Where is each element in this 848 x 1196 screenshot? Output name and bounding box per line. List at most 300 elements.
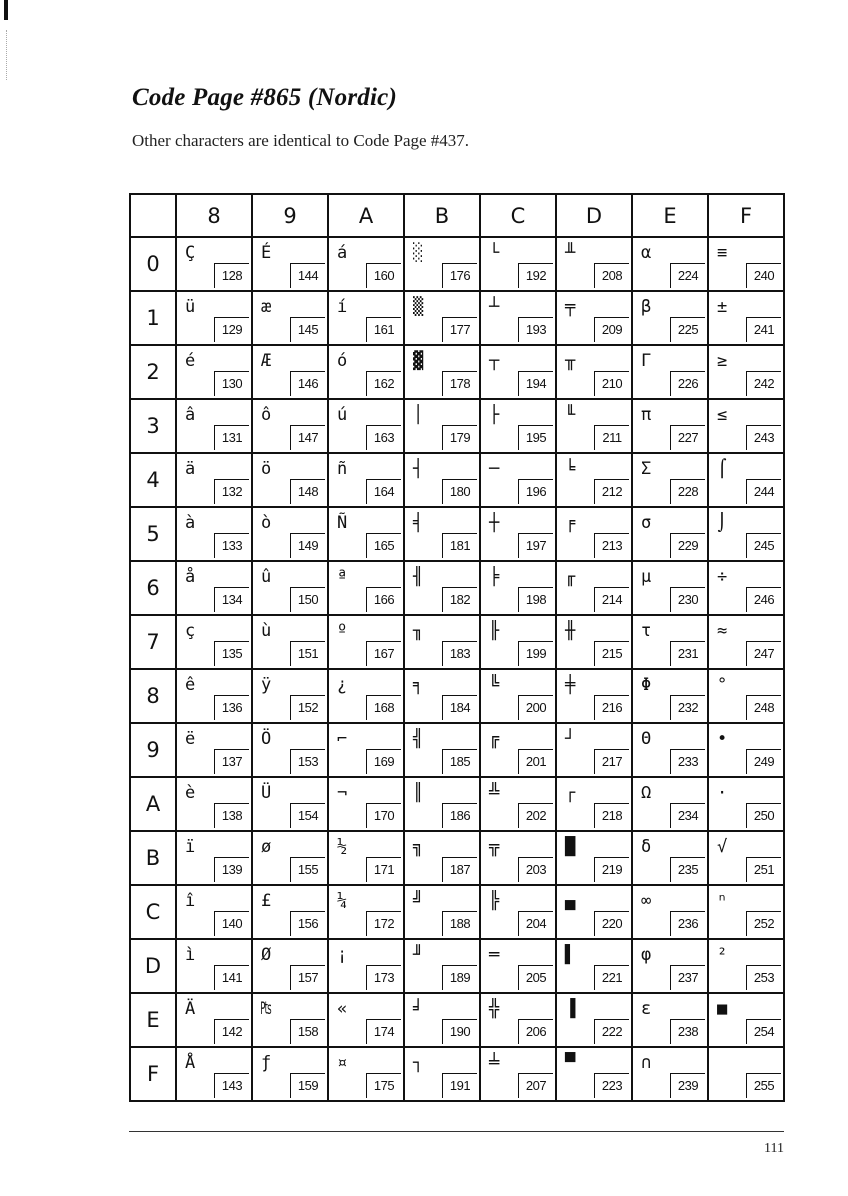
- row-header: 9: [130, 723, 176, 777]
- char-code-box: 146: [290, 371, 325, 396]
- char-code-box: 130: [214, 371, 249, 396]
- char-code-box: 231: [670, 641, 705, 666]
- char-code-box: 235: [670, 857, 705, 882]
- row-header: 7: [130, 615, 176, 669]
- char-code-box: 183: [442, 641, 477, 666]
- char-glyph: ε: [641, 999, 652, 1019]
- row-header: A: [130, 777, 176, 831]
- char-cell: [708, 831, 784, 885]
- char-code-box: 149: [290, 533, 325, 558]
- column-header: A: [328, 194, 404, 237]
- char-code-box: 156: [290, 911, 325, 936]
- table-row: [130, 939, 784, 993]
- char-cell: [556, 453, 632, 507]
- char-cell: [480, 345, 556, 399]
- char-code-box: 207: [518, 1073, 553, 1098]
- char-code-box: 163: [366, 425, 401, 450]
- char-glyph: ∞: [641, 891, 652, 911]
- char-code-box: 212: [594, 479, 629, 504]
- char-cell: [632, 561, 708, 615]
- char-cell: [556, 831, 632, 885]
- char-glyph: µ: [641, 567, 652, 587]
- table-row: [130, 723, 784, 777]
- char-cell: [556, 291, 632, 345]
- table-row: [130, 507, 784, 561]
- char-glyph: ╦: [489, 837, 500, 857]
- table-row: [130, 345, 784, 399]
- char-glyph: è: [185, 783, 196, 803]
- char-code-box: 161: [366, 317, 401, 342]
- char-cell: [404, 993, 480, 1047]
- char-code-box: 132: [214, 479, 249, 504]
- char-code-box: 147: [290, 425, 325, 450]
- char-cell: [176, 777, 252, 831]
- char-cell: [556, 669, 632, 723]
- row-header: C: [130, 885, 176, 939]
- char-code-box: 228: [670, 479, 705, 504]
- char-glyph: ≈: [717, 621, 728, 641]
- char-glyph: ╩: [489, 783, 500, 803]
- char-glyph: ╖: [413, 621, 424, 641]
- char-glyph: ┐: [413, 1053, 424, 1073]
- char-glyph: é: [185, 351, 196, 371]
- char-cell: [556, 1047, 632, 1101]
- char-glyph: ├: [489, 405, 500, 425]
- char-cell: [632, 345, 708, 399]
- char-cell: [556, 777, 632, 831]
- char-cell: [328, 1047, 404, 1101]
- row-header: 1: [130, 291, 176, 345]
- char-cell: [632, 453, 708, 507]
- char-glyph: δ: [641, 837, 652, 857]
- row-header: 8: [130, 669, 176, 723]
- char-code-box: 232: [670, 695, 705, 720]
- char-cell: [328, 993, 404, 1047]
- char-glyph: ú: [337, 405, 348, 425]
- char-code-box: 178: [442, 371, 477, 396]
- char-cell: [404, 723, 480, 777]
- char-glyph: █: [565, 837, 576, 857]
- column-header: B: [404, 194, 480, 237]
- char-glyph: ¡: [337, 945, 348, 965]
- char-cell: [252, 237, 328, 291]
- char-code-box: 172: [366, 911, 401, 936]
- char-code-box: 213: [594, 533, 629, 558]
- char-glyph: ∩: [641, 1053, 652, 1073]
- char-glyph: ╡: [413, 513, 424, 533]
- scan-artifact: [6, 30, 15, 80]
- char-code-box: 198: [518, 587, 553, 612]
- char-cell: [708, 777, 784, 831]
- char-code-box: 220: [594, 911, 629, 936]
- row-header: B: [130, 831, 176, 885]
- char-code-box: 240: [746, 263, 781, 288]
- char-cell: [252, 669, 328, 723]
- column-header: D: [556, 194, 632, 237]
- char-cell: [252, 777, 328, 831]
- char-cell: [556, 723, 632, 777]
- char-cell: [556, 615, 632, 669]
- char-glyph: æ: [261, 297, 272, 317]
- char-cell: [404, 291, 480, 345]
- char-code-box: 151: [290, 641, 325, 666]
- char-code-box: 205: [518, 965, 553, 990]
- char-code-box: 190: [442, 1019, 477, 1044]
- char-cell: [480, 453, 556, 507]
- char-code-box: 237: [670, 965, 705, 990]
- char-code-box: 225: [670, 317, 705, 342]
- char-cell: [480, 669, 556, 723]
- char-glyph: ì: [185, 945, 196, 965]
- char-glyph: ½: [337, 837, 348, 857]
- char-cell: [556, 939, 632, 993]
- char-glyph: Φ: [641, 675, 652, 695]
- char-cell: [252, 615, 328, 669]
- char-glyph: ╜: [413, 945, 424, 965]
- char-cell: [632, 777, 708, 831]
- char-cell: [176, 237, 252, 291]
- char-glyph: Ç: [185, 243, 196, 263]
- page-edge-mark: [4, 0, 8, 20]
- char-glyph: ╥: [565, 351, 576, 371]
- char-cell: [328, 291, 404, 345]
- char-cell: [404, 885, 480, 939]
- char-cell: [480, 993, 556, 1047]
- char-code-box: 173: [366, 965, 401, 990]
- char-cell: [708, 399, 784, 453]
- table-row: [130, 291, 784, 345]
- char-cell: [328, 615, 404, 669]
- row-header: 5: [130, 507, 176, 561]
- char-cell: [556, 345, 632, 399]
- char-cell: [252, 831, 328, 885]
- char-code-box: 184: [442, 695, 477, 720]
- char-cell: [328, 939, 404, 993]
- table-row: [130, 453, 784, 507]
- char-glyph: ¬: [337, 783, 348, 803]
- column-header: 9: [252, 194, 328, 237]
- table-body: [130, 237, 784, 1101]
- char-code-box: 216: [594, 695, 629, 720]
- char-cell: [708, 561, 784, 615]
- char-code-box: 221: [594, 965, 629, 990]
- char-glyph: ¤: [337, 1053, 348, 1073]
- char-code-box: 195: [518, 425, 553, 450]
- char-glyph: ┘: [565, 729, 576, 749]
- char-glyph: ₧: [261, 999, 272, 1019]
- char-glyph: τ: [641, 621, 652, 641]
- column-header-row: [130, 194, 784, 237]
- char-glyph: ╢: [413, 567, 424, 587]
- char-glyph: ╨: [565, 243, 576, 263]
- char-cell: [328, 399, 404, 453]
- char-code-box: 129: [214, 317, 249, 342]
- char-glyph: ╙: [565, 405, 576, 425]
- char-code-box: 162: [366, 371, 401, 396]
- char-glyph: Σ: [641, 459, 652, 479]
- char-glyph: ƒ: [261, 1053, 272, 1073]
- column-header: F: [708, 194, 784, 237]
- char-code-box: 209: [594, 317, 629, 342]
- char-code-box: 230: [670, 587, 705, 612]
- char-glyph: ª: [337, 567, 348, 587]
- char-glyph: ┴: [489, 297, 500, 317]
- char-glyph: ║: [413, 783, 424, 803]
- char-cell: [176, 507, 252, 561]
- char-glyph: Γ: [641, 351, 652, 371]
- char-cell: [252, 453, 328, 507]
- char-code-box: 154: [290, 803, 325, 828]
- char-code-box: 177: [442, 317, 477, 342]
- char-glyph: ñ: [337, 459, 348, 479]
- char-glyph: ù: [261, 621, 272, 641]
- char-glyph: ╧: [489, 1053, 500, 1073]
- char-cell: [404, 1047, 480, 1101]
- char-glyph: ╤: [565, 297, 576, 317]
- page-number: 111: [764, 1141, 784, 1156]
- char-glyph: ▀: [565, 1053, 576, 1073]
- char-glyph: ╪: [565, 675, 576, 695]
- char-cell: [404, 561, 480, 615]
- char-code-box: 236: [670, 911, 705, 936]
- char-code-box: 223: [594, 1073, 629, 1098]
- char-glyph: ⌐: [337, 729, 348, 749]
- char-glyph: Å: [185, 1053, 196, 1073]
- char-glyph: ▌: [565, 945, 576, 965]
- char-cell: [708, 345, 784, 399]
- char-cell: [404, 345, 480, 399]
- char-glyph: π: [641, 405, 652, 425]
- char-cell: [556, 237, 632, 291]
- char-code-box: 199: [518, 641, 553, 666]
- char-cell: [176, 723, 252, 777]
- char-cell: [556, 993, 632, 1047]
- char-code-box: 170: [366, 803, 401, 828]
- char-code-box: 168: [366, 695, 401, 720]
- char-cell: [176, 669, 252, 723]
- char-glyph: ±: [717, 297, 728, 317]
- char-glyph: ┌: [565, 783, 576, 803]
- char-code-box: 144: [290, 263, 325, 288]
- row-header: 0: [130, 237, 176, 291]
- char-cell: [708, 507, 784, 561]
- char-cell: [632, 237, 708, 291]
- row-header: E: [130, 993, 176, 1047]
- char-code-box: 180: [442, 479, 477, 504]
- char-code-box: 153: [290, 749, 325, 774]
- char-cell: [480, 831, 556, 885]
- char-cell: [480, 237, 556, 291]
- char-glyph: á: [337, 243, 348, 263]
- char-cell: [252, 723, 328, 777]
- char-cell: [480, 939, 556, 993]
- table-row: [130, 669, 784, 723]
- char-cell: [328, 453, 404, 507]
- char-cell: [632, 1047, 708, 1101]
- char-glyph: Ñ: [337, 513, 348, 533]
- char-glyph: •: [717, 729, 728, 749]
- table-corner: [130, 194, 176, 237]
- char-code-box: 253: [746, 965, 781, 990]
- char-code-box: 193: [518, 317, 553, 342]
- char-code-box: 143: [214, 1073, 249, 1098]
- char-cell: [176, 615, 252, 669]
- char-code-box: 244: [746, 479, 781, 504]
- char-code-box: 142: [214, 1019, 249, 1044]
- char-code-box: 229: [670, 533, 705, 558]
- char-code-box: 128: [214, 263, 249, 288]
- char-cell: [252, 507, 328, 561]
- char-code-box: 250: [746, 803, 781, 828]
- char-glyph: Θ: [641, 729, 652, 749]
- char-glyph: â: [185, 405, 196, 425]
- table-row: [130, 993, 784, 1047]
- char-code-box: 174: [366, 1019, 401, 1044]
- char-cell: [708, 453, 784, 507]
- char-cell: [632, 669, 708, 723]
- char-glyph: ó: [337, 351, 348, 371]
- char-glyph: √: [717, 837, 728, 857]
- char-code-box: 192: [518, 263, 553, 288]
- char-cell: [632, 993, 708, 1047]
- char-cell: [252, 561, 328, 615]
- char-glyph: ╫: [565, 621, 576, 641]
- char-cell: [252, 291, 328, 345]
- char-cell: [632, 939, 708, 993]
- char-code-box: 200: [518, 695, 553, 720]
- char-code-box: 239: [670, 1073, 705, 1098]
- char-code-box: 251: [746, 857, 781, 882]
- char-glyph: ·: [717, 783, 728, 803]
- char-glyph: ▄: [565, 891, 576, 911]
- char-cell: [556, 399, 632, 453]
- char-code-box: 204: [518, 911, 553, 936]
- char-glyph: ÿ: [261, 675, 272, 695]
- char-code-box: 206: [518, 1019, 553, 1044]
- char-code-box: 249: [746, 749, 781, 774]
- char-code-box: 165: [366, 533, 401, 558]
- column-header: 8: [176, 194, 252, 237]
- char-cell: [328, 561, 404, 615]
- char-glyph: ⌡: [717, 513, 728, 533]
- char-glyph: ─: [489, 459, 500, 479]
- char-code-box: 167: [366, 641, 401, 666]
- char-code-box: 202: [518, 803, 553, 828]
- char-code-box: 201: [518, 749, 553, 774]
- char-cell: [176, 561, 252, 615]
- char-glyph: Æ: [261, 351, 272, 371]
- char-code-box: 179: [442, 425, 477, 450]
- char-code-box: 134: [214, 587, 249, 612]
- char-cell: [708, 1047, 784, 1101]
- char-code-box: 208: [594, 263, 629, 288]
- char-code-box: 169: [366, 749, 401, 774]
- char-glyph: └: [489, 243, 500, 263]
- char-cell: [632, 615, 708, 669]
- char-glyph: å: [185, 567, 196, 587]
- char-glyph: ╞: [489, 567, 500, 587]
- char-cell: [404, 939, 480, 993]
- table-row: [130, 777, 784, 831]
- char-cell: [632, 291, 708, 345]
- char-glyph: £: [261, 891, 272, 911]
- char-glyph: ¿: [337, 675, 348, 695]
- char-cell: [252, 939, 328, 993]
- char-cell: [480, 885, 556, 939]
- char-glyph: ï: [185, 837, 196, 857]
- char-glyph: ░: [413, 243, 424, 263]
- char-glyph: ┤: [413, 459, 424, 479]
- char-glyph: ▓: [413, 351, 424, 371]
- char-glyph: ≡: [717, 243, 728, 263]
- char-code-box: 182: [442, 587, 477, 612]
- row-header: 3: [130, 399, 176, 453]
- char-cell: [328, 345, 404, 399]
- char-code-box: 255: [746, 1073, 781, 1098]
- table-row: [130, 399, 784, 453]
- char-glyph: °: [717, 675, 728, 695]
- char-glyph: ▐: [565, 999, 576, 1019]
- char-cell: [252, 399, 328, 453]
- char-glyph: φ: [641, 945, 652, 965]
- char-glyph: ╠: [489, 891, 500, 911]
- char-cell: [480, 291, 556, 345]
- char-cell: [480, 615, 556, 669]
- char-cell: [176, 939, 252, 993]
- char-code-box: 241: [746, 317, 781, 342]
- char-code-box: 136: [214, 695, 249, 720]
- char-glyph: ■: [717, 999, 728, 1019]
- char-glyph: ²: [717, 945, 728, 965]
- table-row: [130, 831, 784, 885]
- char-cell: [632, 399, 708, 453]
- char-code-box: 196: [518, 479, 553, 504]
- char-cell: [708, 615, 784, 669]
- char-glyph: ╓: [565, 567, 576, 587]
- char-cell: [480, 399, 556, 453]
- char-cell: [176, 291, 252, 345]
- char-glyph: Ö: [261, 729, 272, 749]
- char-cell: [404, 777, 480, 831]
- char-cell: [708, 939, 784, 993]
- char-glyph: à: [185, 513, 196, 533]
- char-cell: [632, 507, 708, 561]
- char-cell: [708, 885, 784, 939]
- char-glyph: β: [641, 297, 652, 317]
- char-glyph: ⌠: [717, 459, 728, 479]
- char-code-box: 135: [214, 641, 249, 666]
- char-glyph: α: [641, 243, 652, 263]
- page-subtitle: Other characters are identical to Code Page #437.: [132, 131, 470, 150]
- char-code-box: 185: [442, 749, 477, 774]
- char-code-box: 139: [214, 857, 249, 882]
- char-code-box: 210: [594, 371, 629, 396]
- char-glyph: Ü: [261, 783, 272, 803]
- row-header: 6: [130, 561, 176, 615]
- char-code-box: 166: [366, 587, 401, 612]
- char-glyph: ▒: [413, 297, 424, 317]
- char-cell: [404, 507, 480, 561]
- char-code-box: 238: [670, 1019, 705, 1044]
- char-code-box: 246: [746, 587, 781, 612]
- char-glyph: «: [337, 999, 348, 1019]
- char-cell: [404, 615, 480, 669]
- char-code-box: 137: [214, 749, 249, 774]
- char-glyph: ╟: [489, 621, 500, 641]
- char-code-box: 140: [214, 911, 249, 936]
- char-cell: [480, 561, 556, 615]
- char-code-box: 145: [290, 317, 325, 342]
